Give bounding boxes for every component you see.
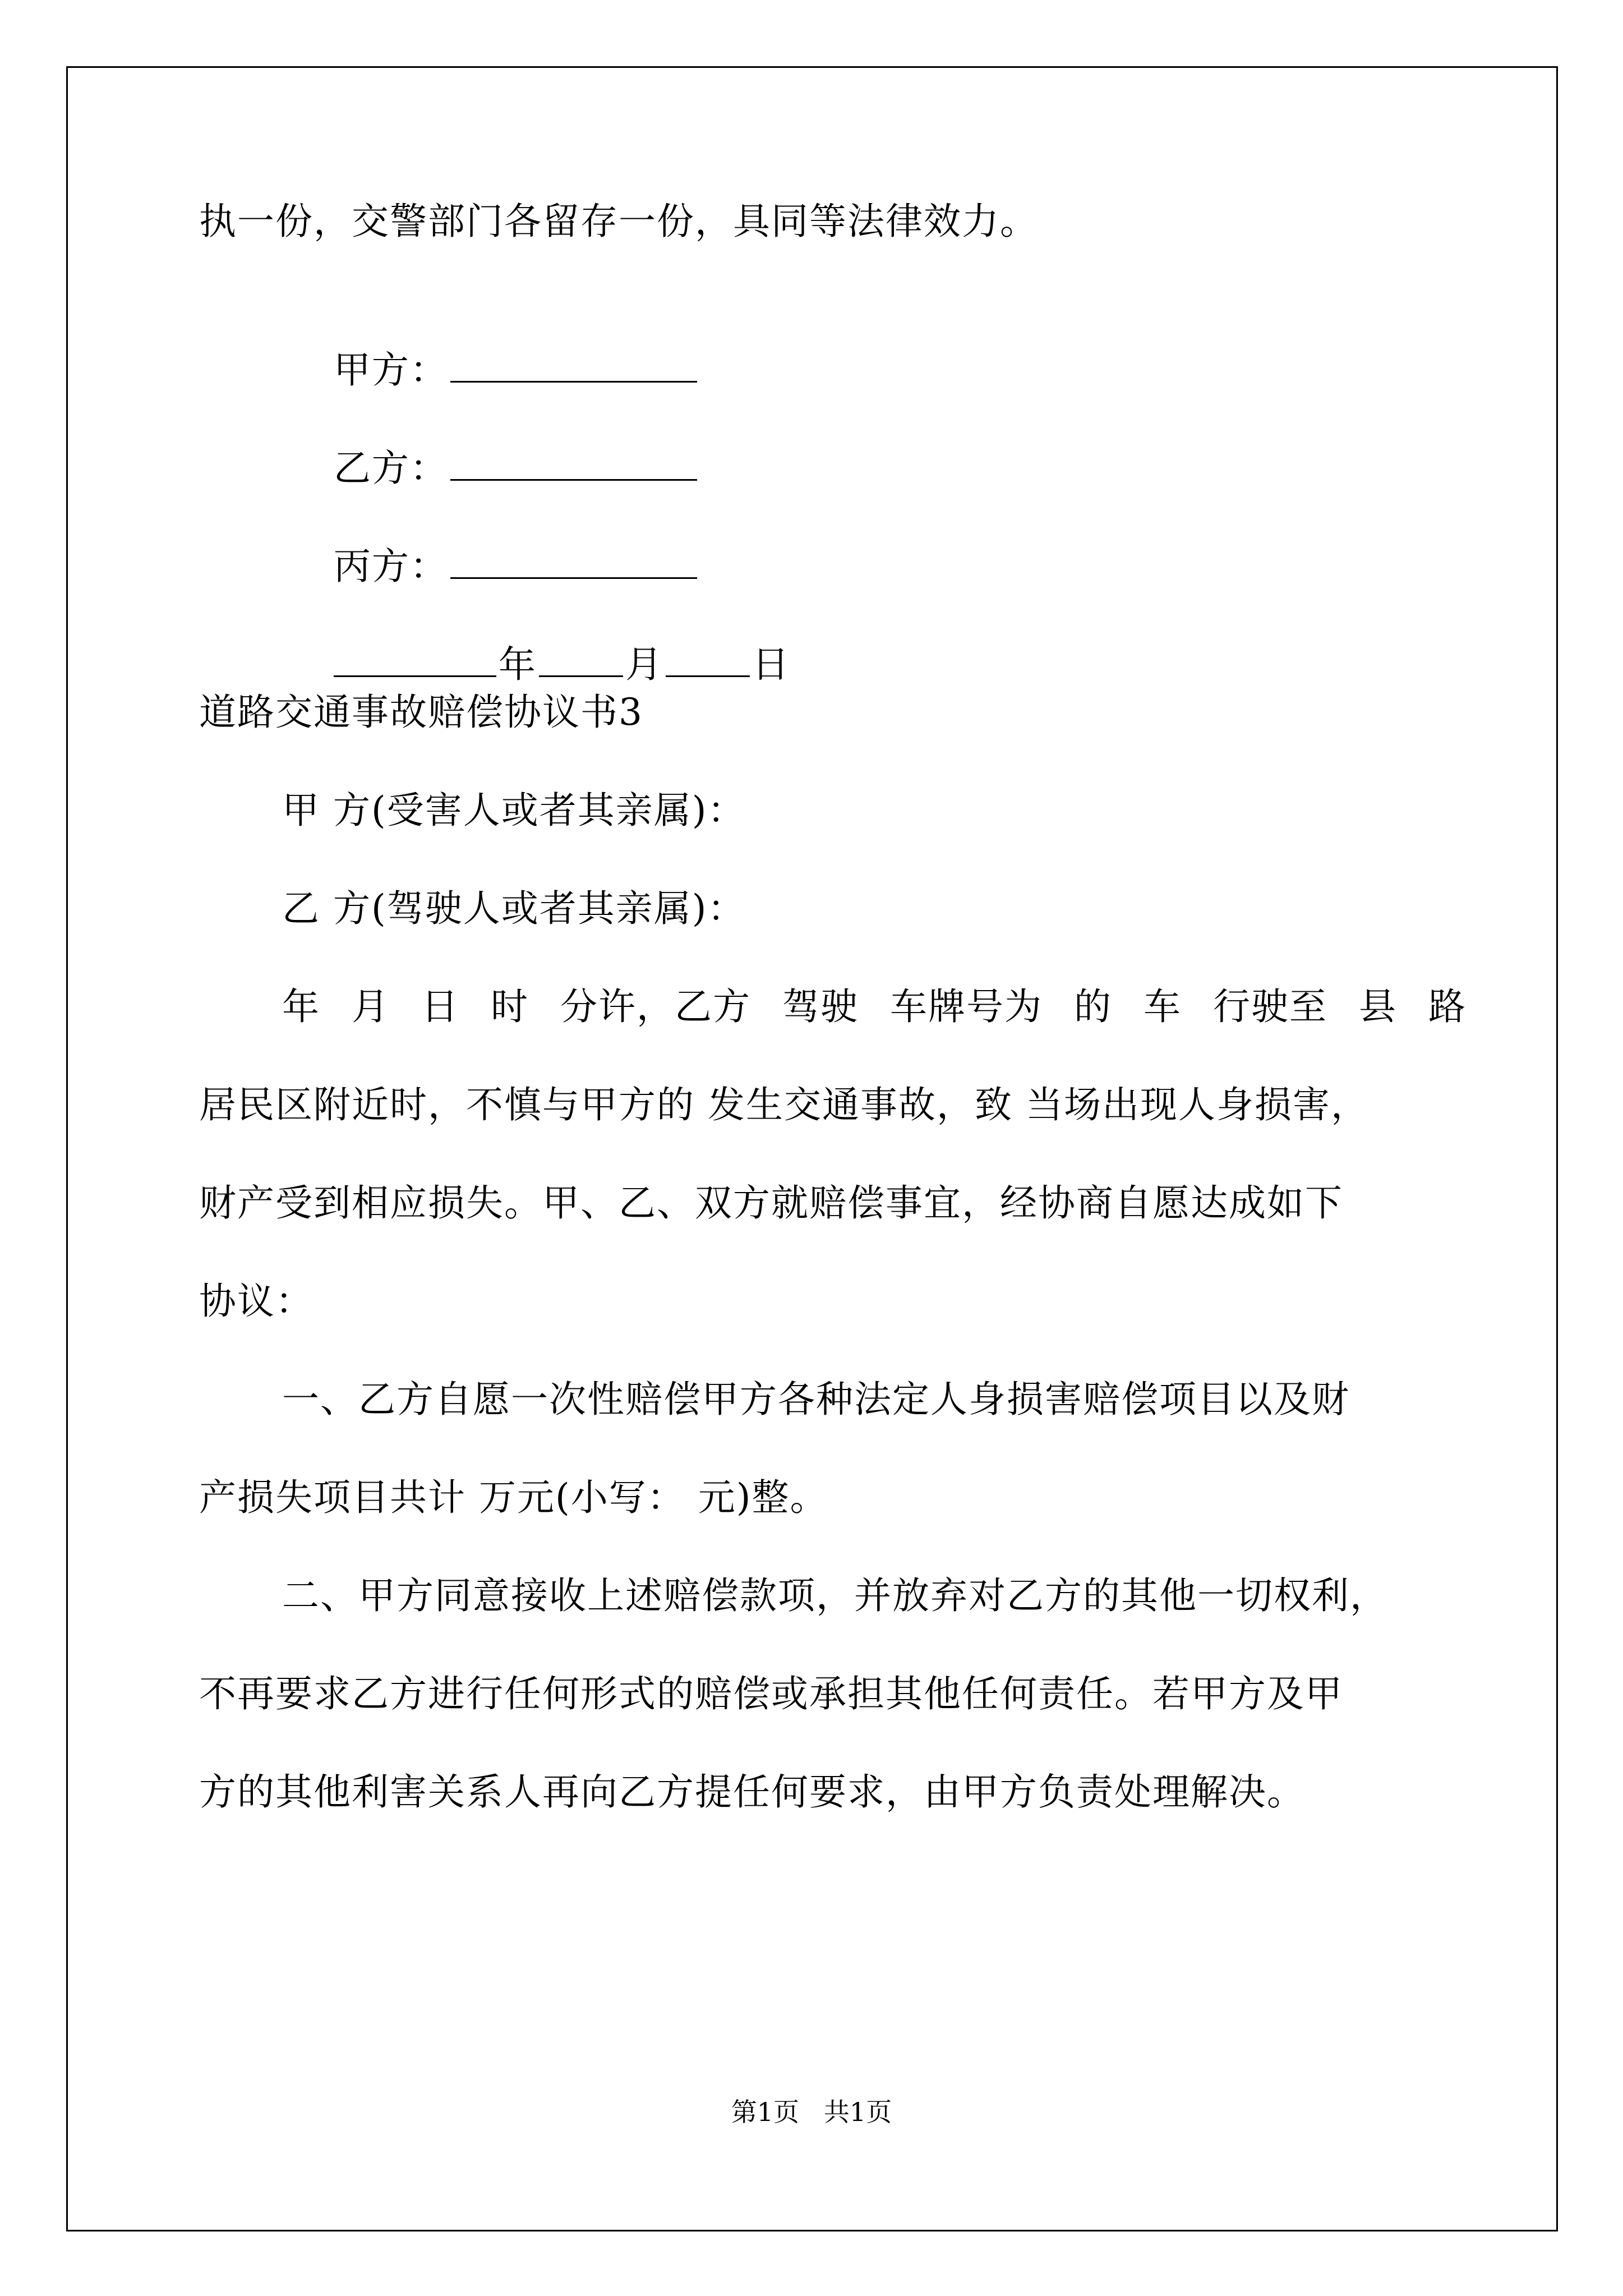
paragraph-1-line-4: 协议： [199, 1280, 313, 1323]
paragraph-2-line-1: 一、乙方自愿一次性赔偿甲方各种法定人身损害赔偿项目以及财 [282, 1378, 1350, 1421]
paragraph-1-word: 年 [282, 985, 320, 1028]
year-blank [334, 642, 496, 677]
paragraph-1-line-3: 财产受到相应损失。甲、乙、双方就赔偿事宜，经协商自愿达成如下 [199, 1181, 1343, 1225]
party-a-line: 甲 方(受害人或者其亲属)： [282, 789, 746, 832]
party-c-label: 丙方： [333, 545, 448, 588]
paragraph-1-word: 车牌号为 [890, 985, 1043, 1028]
paragraph-1-word: 驾驶 [782, 985, 859, 1028]
day-label: 日 [751, 643, 790, 686]
paragraph-1-word: 车 [1144, 985, 1182, 1028]
page-footer: 第1页 共1页 [731, 2097, 892, 2127]
paragraph-2-line-2: 产损失项目共计 万元(小写： 元)整。 [199, 1476, 828, 1519]
signature-blank [450, 445, 697, 481]
section-title: 道路交通事故赔偿协议书3 [199, 691, 643, 734]
party-a-label: 甲方： [333, 348, 448, 392]
month-label: 月 [625, 643, 663, 686]
paragraph-1-word: 的 [1074, 985, 1112, 1028]
text-line: 执一份，交警部门各留存一份，具同等法律效力。 [199, 200, 1038, 243]
year-label: 年 [498, 643, 537, 686]
paragraph-1-word: 分许，乙方 [560, 985, 751, 1028]
party-b-line: 乙 方(驾驶人或者其亲属)： [282, 887, 746, 930]
day-blank [666, 642, 750, 677]
paragraph-1-word: 行驶至 [1213, 985, 1327, 1028]
party-b-label: 乙方： [333, 447, 448, 490]
signature-blank [450, 347, 697, 383]
paragraph-1-line-2: 居民区附近时，不慎与甲方的 发生交通事故，致 当场出现人身损害， [199, 1083, 1369, 1126]
paragraph-3-line-3: 方的其他利害关系人再向乙方提任何要求，由甲方负责处理解决。 [199, 1770, 1305, 1814]
paragraph-1-word: 路 [1428, 985, 1467, 1028]
paragraph-1-word: 日 [421, 985, 459, 1028]
paragraph-3-line-2: 不再要求乙方进行任何形式的赔偿或承担其他任何责任。若甲方及甲 [199, 1672, 1343, 1715]
paragraph-3-line-1: 二、甲方同意接收上述赔偿款项，并放弃对乙方的其他一切权利， [282, 1574, 1388, 1617]
paragraph-1-line-1 [282, 982, 1467, 1032]
signature-blank [450, 544, 697, 579]
month-blank [539, 642, 623, 677]
paragraph-1-word: 月 [352, 985, 390, 1028]
paragraph-1-word: 时 [491, 985, 529, 1028]
paragraph-1-word: 县 [1359, 985, 1397, 1028]
